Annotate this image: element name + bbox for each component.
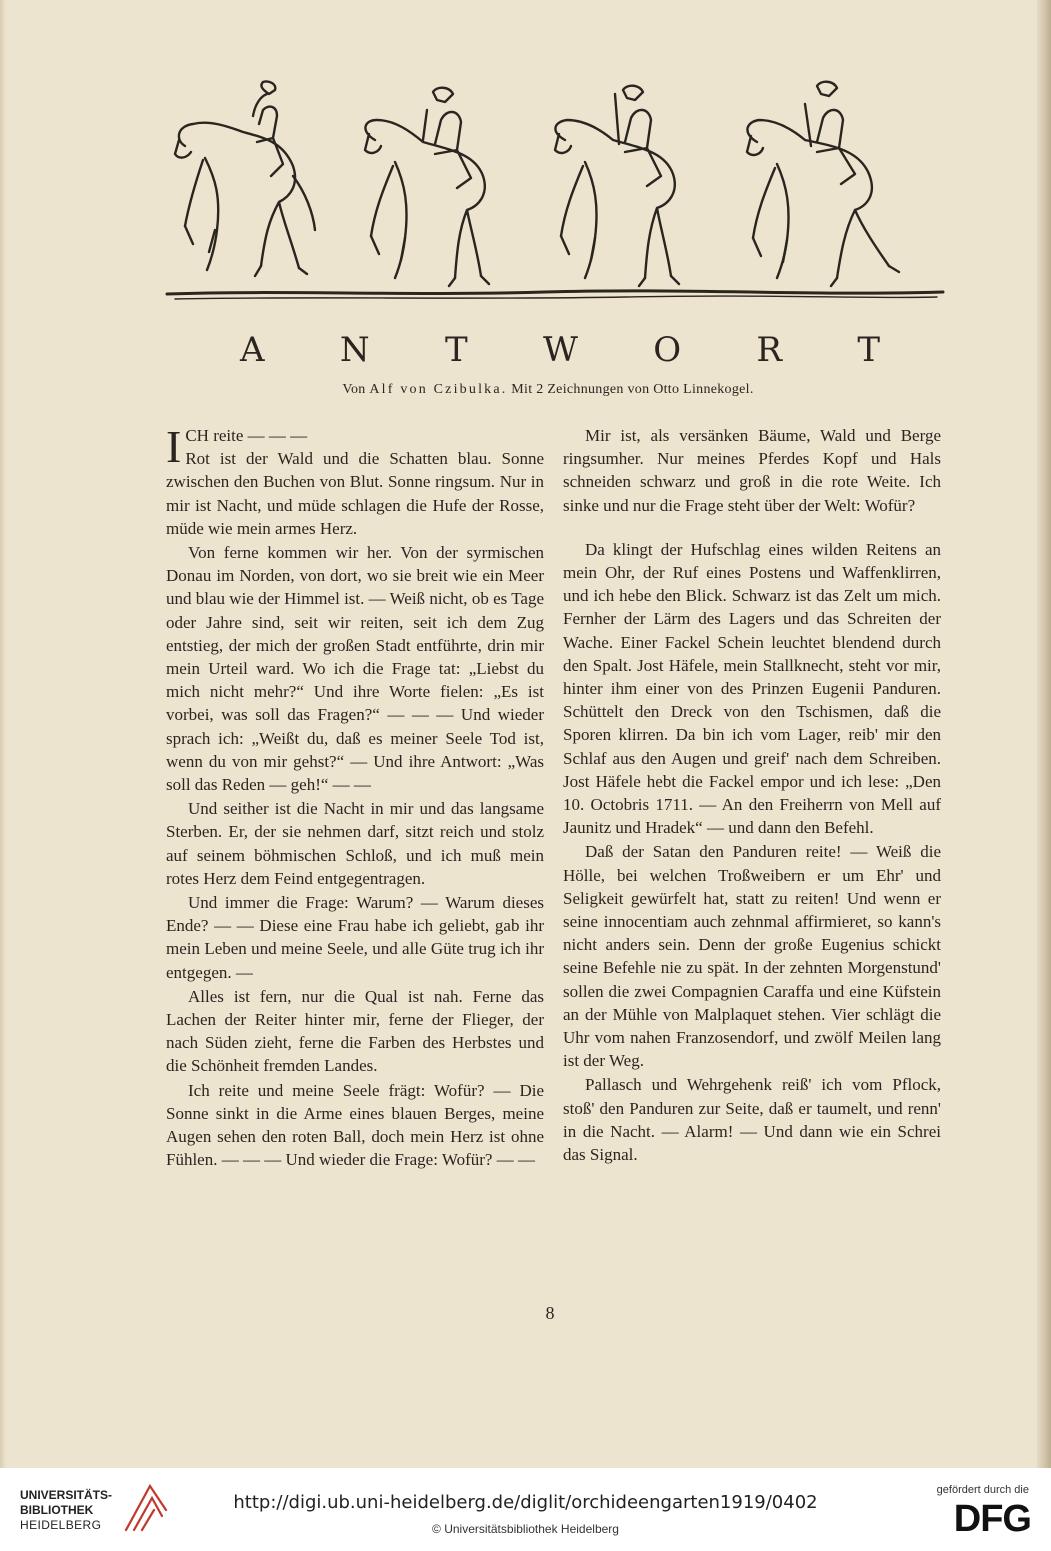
byline-prefix: Von bbox=[342, 382, 366, 397]
paragraph-text: CH reite — — — Rot ist der Wald und die Schatten blau. Sonne zwischen den Buchen von Blut. Sonne ringsum. Nur in mir ist Nacht, und müde schlagen die Hufe der Rosse, müde wie mein armes Herz. bbox=[166, 426, 544, 538]
byline bbox=[0, 382, 1051, 398]
title-letter: O bbox=[653, 330, 682, 370]
article-title bbox=[240, 330, 880, 370]
text-column-right bbox=[563, 424, 941, 1167]
title-letter: W bbox=[542, 330, 578, 370]
library-name-line-2: BIBLIOTHEK bbox=[20, 1503, 94, 1517]
sponsor-label: gefördert durch die bbox=[936, 1484, 1029, 1496]
paragraph: Von ferne kommen wir her. Von der syrmischen Donau im Norden, von dort, wo sie breit wie ein Meer und blau wie der Himmel ist. — Weiß nicht, ob es Tage oder Jahre sind, seit wir reiten, seit ich dem Zug entstieg, der mich der großen Stadt entführte, drin mir mein Urteil ward. Wo ich die Frage tat: „Liebst du mich nicht mehr?“ Und ihre Worte fielen: „Es ist vorbei, was soll das Fragen?“ — — — Und wieder sprach ich: „Weißt du, daß es meiner Seele Tod ist, wenn du von mir gehst?“ — Und ihre Antwort: „Was soll das Reden — geh!“ — — bbox=[166, 543, 544, 795]
paragraph: Und immer die Frage: Warum? — Warum dieses Ende? — — Diese eine Frau habe ich geliebt, gab ihr mein Leben und meine Seele, und alle Güte trug ich ihr entgegen. — bbox=[166, 893, 544, 982]
title-letter: R bbox=[756, 330, 782, 370]
footer-bar bbox=[0, 1468, 1051, 1551]
paragraph: Daß der Satan den Panduren reite! — Weiß die Hölle, bei welchen Troßweibern er um Ehr' und Seligkeit gewürfelt hat, statt zu reiten! Und wenn er seine innocentiam auch zehnmal affirmieret, so kann's nicht anders sein. Denn der große Eugenius schickt seine Befehle nie zu spät. In der zehnten Morgenstund' sollen die zwei Compagnien Caraffa und eine Küfstein an der Mühle von Malplaquet stehen. Vier schlägt die Uhr vom nahen Franzosendorf, und zwölf Meilen lang ist der Weg. bbox=[563, 842, 941, 1071]
dfg-logo[interactable]: DFG bbox=[953, 1498, 1031, 1540]
ground-line bbox=[167, 291, 943, 294]
paragraph: Alles ist fern, nur die Qual ist nah. Ferne das Lachen der Reiter hinter mir, ferne der Flieger, der nach Süden zieht, ferne die Farben des Herbstes und die Schönheit fremden Landes. bbox=[166, 986, 544, 1076]
paragraph bbox=[166, 421, 544, 540]
riders-illustration bbox=[165, 80, 945, 306]
author-name: Alf von Czibulka. bbox=[369, 382, 508, 397]
library-name-line-3: HEIDELBERG bbox=[20, 1518, 102, 1532]
paragraph: Pallasch und Wehrgehenk reiß' ich vom Pflock, stoß' den Panduren zur Seite, daß er taumelt, und renn' in die Nacht. — Alarm! — Und dann wie ein Schrei das Signal. bbox=[563, 1075, 941, 1165]
page-edge-right bbox=[1037, 0, 1051, 1468]
text-column-left bbox=[166, 421, 544, 1173]
title-letter: T bbox=[444, 330, 468, 370]
library-name-line-1: UNIVERSITÄTS- bbox=[20, 1488, 113, 1502]
page-edge-left bbox=[0, 0, 6, 1468]
drop-cap: I bbox=[166, 421, 182, 472]
paragraph: Mir ist, als versänken Bäume, Wald und Berge ringsumher. Nur meines Pferdes Kopf und Hals schneiden schwarz und groß in die rote Weite. Ich sinke und nur die Frage steht über der Welt: Wofür? bbox=[563, 426, 941, 515]
paragraph: Da klingt der Hufschlag eines wilden Reitens an mein Ohr, der Ruf eines Postens und Waffenklirren, und ich hebe den Blick. Schwarz ist das Zelt um mich. Fernher der Lärm des Lagers und das Schreiten der Wache. Einer Fackel Schein leuchtet blendend durch den Spalt. Jost Häfele, mein Stallknecht, steht vor mir, hinter ihm einer von des Prinzen Eugenii Panduren. Schüttelt den Dreck von den Tschismen, daß die Sporen klirren. Da bin ich vom Lager, reib' mir den Schlaf aus den Augen und greif' nach dem Schreiben. Jost Häfele hebt die Fackel empor und ich lese: „Den 10. Octobris 1711. — An den Freiherrn von Mell auf Jaunitz und Hradek“ — und dann den Befehl. bbox=[563, 539, 941, 838]
title-letter: N bbox=[339, 330, 370, 370]
horse-rider-1 bbox=[175, 81, 315, 276]
paragraph: Und seither ist die Nacht in mir und das langsame Sterben. Er, der sie nehmen darf, sitzt reich und stolz auf seinem böhmischen Schloß, und ich muß mein rotes Herz dem Feind entgegentragen. bbox=[166, 799, 544, 888]
byline-suffix: Mit 2 Zeichnungen von Otto Linnekogel. bbox=[511, 382, 754, 397]
title-letter: T bbox=[857, 330, 880, 370]
paragraph: Ich reite und meine Seele frägt: Wofür? — Die Sonne sinkt in die Arme eines blauen Berges, meine Augen sehen den roten Ball, doch mein Herz ist ohne Fühlen. — — — Und wieder die Frage: Wofür? — — bbox=[166, 1080, 544, 1170]
horse-rider-2 bbox=[365, 88, 489, 286]
source-url-link[interactable]: http://digi.ub.uni-heidelberg.de/diglit/orchideengarten1919/0402 bbox=[233, 1492, 818, 1513]
page-number: 8 bbox=[545, 1303, 555, 1323]
copyright-notice: © Universitätsbibliothek Heidelberg bbox=[432, 1522, 619, 1536]
horse-rider-3 bbox=[555, 86, 679, 286]
horse-rider-4 bbox=[747, 82, 899, 286]
title-letter: A bbox=[240, 330, 265, 370]
